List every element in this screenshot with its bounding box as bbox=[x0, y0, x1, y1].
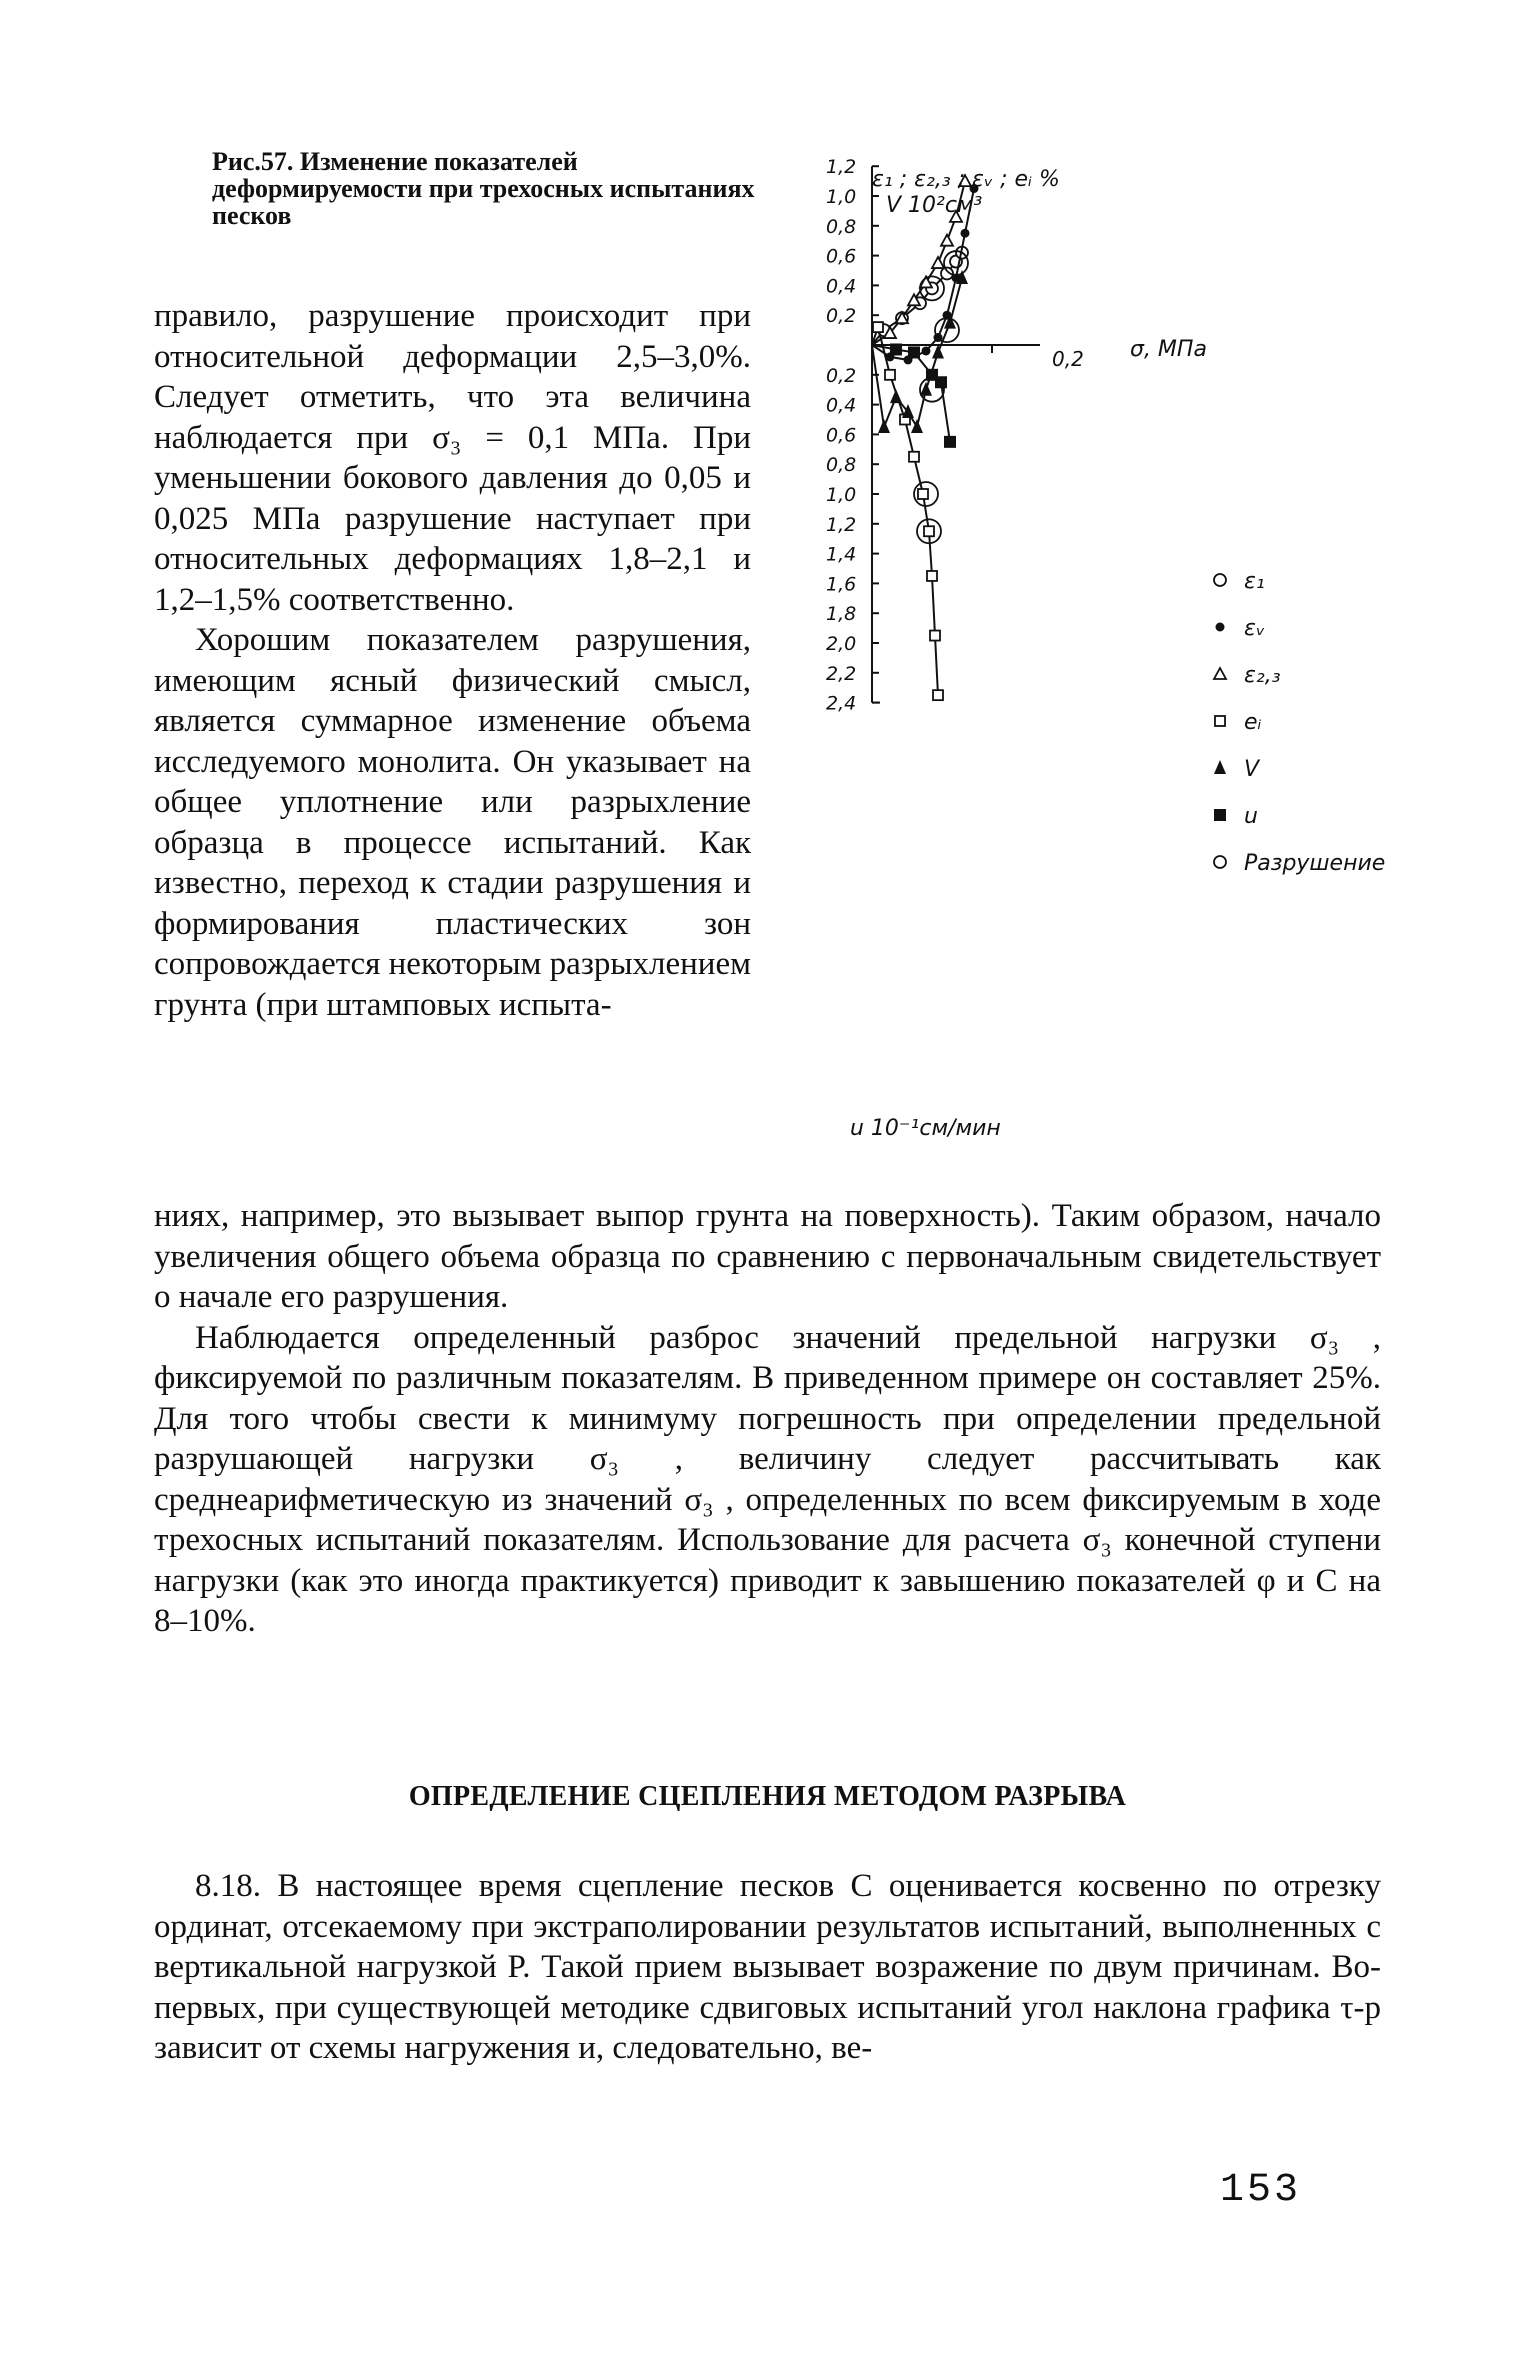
y-tick-label-down: 1,0 bbox=[826, 484, 857, 506]
series-point-4 bbox=[878, 419, 890, 433]
y-tick-label-down: 0,6 bbox=[826, 424, 857, 447]
y-axis-label-line2: V 10²см³ bbox=[886, 193, 983, 218]
y-tick-label-down: 2,2 bbox=[826, 662, 857, 685]
paragraph-3: Наблюдается определенный разброс значений предельной нагрузки σ₃ , фиксируемой по различным показателям. В приведенном примере он составляет 25%. Для того чтобы свести к минимуму погрешность при определении предельной разрушающей нагрузки σ₃ , величину следует рассчитывать как среднеарифметическую из значений σ₃ , определенных по всем фиксируемым в ходе трехосных испытаний показателям. Использование для расчета σ₃ конечной ступени нагрузки (как это иногда практикуется) приводит к завышению показателей φ и C на 8–10%. bbox=[154, 1319, 1381, 1639]
y-tick-label-down: 0,2 bbox=[826, 364, 857, 387]
legend-symbol bbox=[1214, 856, 1226, 868]
y-tick-label-down: 1,8 bbox=[826, 603, 857, 626]
paragraph-4: 8.18. В настоящее время сцепление песков C оценивается косвенно по отрезку ординат, отсекаемому при экстраполировании результатов испытаний, выполненных с вертикальной нагрузкой P. Такой прием вызывает возражение по двум причинам. Во-первых, при существующей методике сдвиговых испытаний угол наклона графика τ-p зависит от схемы нагружения и, следовательно, ве- bbox=[154, 1868, 1381, 2066]
y-axis-label-line1: ε₁ ; ε₂,₃ ; εᵥ ; eᵢ % bbox=[872, 167, 1060, 192]
series-point-3 bbox=[927, 571, 937, 581]
y-tick-label-down: 2,0 bbox=[826, 633, 857, 655]
series-point-5 bbox=[890, 343, 902, 355]
y-tick-label-down: 1,2 bbox=[826, 513, 857, 536]
x-axis-label: σ, МПа bbox=[1130, 337, 1207, 362]
series-point-3 bbox=[924, 526, 934, 536]
y-tick-label-up: 0,8 bbox=[826, 215, 857, 238]
deformation-chart bbox=[800, 150, 1386, 1150]
legend-symbol bbox=[1214, 760, 1226, 774]
section-heading: ОПРЕДЕЛЕНИЕ СЦЕПЛЕНИЯ МЕТОДОМ РАЗРЫВА bbox=[408, 1781, 1127, 1812]
y-tick-label-up: 0,6 bbox=[826, 245, 857, 268]
legend-symbol bbox=[1214, 668, 1226, 679]
paragraph-2-continued: ниях, например, это вызывает выпор грунта на поверхность). Таким образом, начало увеличения общего объема образца по сравнению с первоначальным свидетельствует о начале его разрушения. bbox=[154, 1198, 1381, 1315]
series-point-5 bbox=[908, 346, 920, 358]
chart-series bbox=[872, 175, 979, 700]
y-tick-label-down: 1,4 bbox=[826, 543, 857, 566]
series-point-3 bbox=[933, 690, 943, 700]
legend-label: ε₂,₃ bbox=[1244, 663, 1281, 688]
series-point-1 bbox=[961, 229, 970, 238]
figure-caption: Рис.57. Изменение показателей деформируемости при трехосных испытаниях песков bbox=[212, 147, 755, 230]
y-tick-label-down: 1,6 bbox=[826, 573, 857, 596]
legend-label: εᵥ bbox=[1244, 616, 1266, 641]
paragraph-1: правило, разрушение происходит при относительной деформации 2,5–3,0%. Следует отметить, что эта величина наблюдается при σ₃ = 0,1 МПа. При уменьшении бокового давления до 0,05 и 0,025 МПа разрушение наступает при относительных деформациях 1,8–2,1 и 1,2–1,5% соответственно. bbox=[154, 298, 751, 618]
legend-label: u bbox=[1244, 804, 1258, 829]
x-tick-label: 0,2 bbox=[1052, 347, 1084, 371]
series-point-3 bbox=[885, 370, 895, 380]
paragraph-2: Хорошим показателем разрушения, имеющим ясный физический смысл, является суммарное изменение объема исследуемого монолита. Он указывает на общее уплотнение или разрыхление образца в процессе испытаний. Как известно, переход к стадии разрушения и формирования пластических зон сопровождается некоторым разрыхлением грунта (при штамповых испыта- bbox=[154, 622, 751, 1023]
series-point-4 bbox=[890, 389, 902, 403]
y-tick-label-up: 0,2 bbox=[826, 305, 857, 328]
legend-label: eᵢ bbox=[1244, 710, 1262, 735]
series-point-3 bbox=[930, 631, 940, 641]
y-tick-label-up: 1,0 bbox=[826, 186, 857, 208]
series-point-2 bbox=[932, 257, 944, 268]
legend-label: V bbox=[1244, 757, 1260, 782]
y-tick-label-down: 0,8 bbox=[826, 454, 857, 477]
series-point-3 bbox=[918, 489, 928, 499]
series-point-3 bbox=[873, 322, 883, 332]
legend-symbol bbox=[1216, 623, 1225, 632]
chart-legend bbox=[1214, 569, 1385, 876]
y-tick-label-up: 0,4 bbox=[826, 275, 857, 298]
page-number: 153 bbox=[1220, 2168, 1302, 2213]
y-tick-label-up: 1,2 bbox=[826, 156, 857, 179]
y-tick-label-down: 0,4 bbox=[826, 394, 857, 417]
series-point-1 bbox=[922, 346, 931, 355]
legend-symbol bbox=[1215, 716, 1225, 726]
bottom-axis-label: u 10⁻¹см/мин bbox=[850, 1116, 1001, 1141]
y-tick-label-down: 2,4 bbox=[826, 692, 857, 715]
legend-symbol bbox=[1214, 809, 1226, 821]
legend-symbol bbox=[1214, 574, 1226, 586]
series-point-2 bbox=[941, 235, 953, 246]
series-point-5 bbox=[944, 436, 956, 448]
series-point-3 bbox=[909, 452, 919, 462]
legend-label: ε₁ bbox=[1244, 569, 1265, 594]
legend-label: Разрушение bbox=[1244, 851, 1386, 876]
series-point-4 bbox=[932, 344, 944, 358]
